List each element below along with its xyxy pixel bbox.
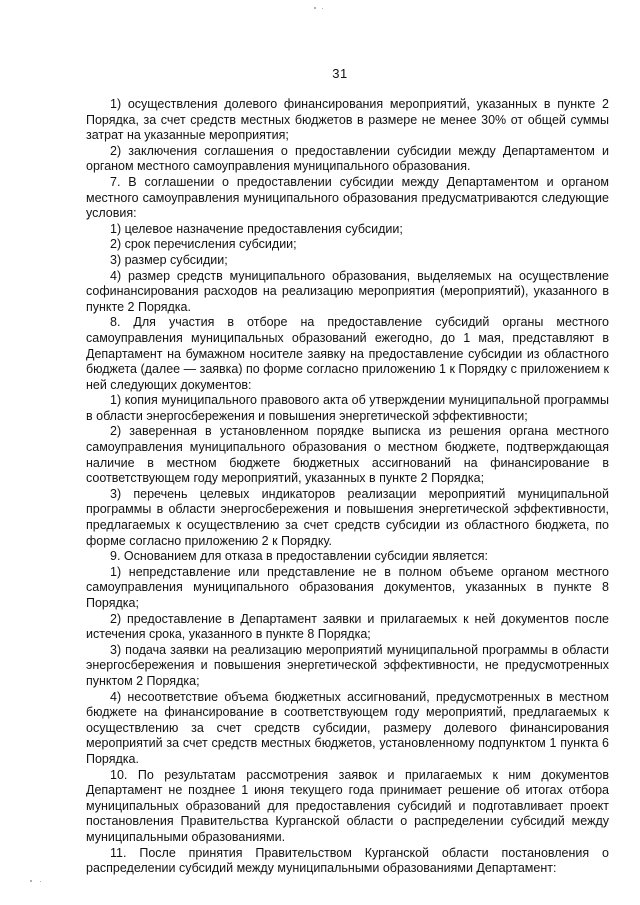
paragraph: 2) заверенная в установленном порядке выписка из решения органа местного самоуправления муниципального образования о местном бюджете, подтверждающая наличие в местном бюджете бюджетных ассигнований на финансирование в соответствующем году мероприятий, указанных в пункте 2 Порядка; [86, 424, 609, 486]
paragraph: 7. В соглашении о предоставлении субсидии между Департаментом и органом местного самоуправления муниципального образования предусматриваются следующие условия: [86, 174, 609, 221]
paragraph: 3) размер субсидии; [110, 252, 228, 267]
document-body [86, 97, 609, 877]
scan-speck [322, 8, 323, 9]
paragraph: 3) перечень целевых индикаторов реализации мероприятий муниципальной программы в области энергосбережения и повышения энергетической эффективности, предлагаемых к осуществлению за счет средств субсидии из областного бюджета, по форме согласно приложению 2 к Порядку. [86, 486, 609, 548]
paragraph: 4) размер средств муниципального образования, выделяемых на осуществление софинансирования расходов на реализацию мероприятия (мероприятий), указанного в пункте 2 Порядка. [86, 268, 609, 314]
paragraph: 4) несоответствие объема бюджетных ассигнований, предусмотренных в местном бюджете на финансирование в соответствующем году мероприятий, предлагаемых к осуществлению за счет средств субсидии, размеру долевого финансирования мероприятий за счет средств местных бюджетов, установленному подпунктом 1 пункта 6 Порядка. [86, 689, 609, 766]
paragraph: 2) предоставление в Департамент заявки и прилагаемых к ней документов после истечения срока, указанного в пункте 8 Порядка; [86, 611, 609, 642]
scan-speck [314, 7, 316, 9]
paragraph: 11. После принятия Правительством Курганской области постановления о распределении субсидий между муниципальными образованиями Департамент: [86, 845, 609, 876]
scan-speck [30, 880, 32, 882]
paragraph: 9. Основанием для отказа в предоставлении субсидии является: [110, 549, 488, 564]
paragraph: 2) заключения соглашения о предоставлении субсидии между Департаментом и органом местного самоуправления муниципального образования. [86, 143, 609, 174]
paragraph: 1) непредставление или представление не в полном объеме органом местного самоуправления муниципального образования документов, указанных в пункте 8 Порядка; [86, 564, 609, 610]
scan-speck [40, 881, 41, 882]
paragraph: 2) срок перечисления субсидии; [110, 237, 297, 252]
paragraph: 3) подача заявки на реализацию мероприятий муниципальной программы в области энергосбережения и повышения энергетической эффективности, не предусмотренных пунктом 2 Порядка; [86, 642, 609, 688]
paragraph: 1) осуществления долевого финансирования мероприятий, указанных в пункте 2 Порядка, за счет средств местных бюджетов в размере не менее 30% от общей суммы затрат на указанные мероприятия; [86, 97, 609, 143]
paragraph: 1) целевое назначение предоставления субсидии; [110, 221, 403, 236]
paragraph: 10. По результатам рассмотрения заявок и прилагаемых к ним документов Департамент не позднее 1 июня текущего года принимает решение об итогах отбора муниципальных образований для предоставления субсидий и подготавливает проект постановления Правительства Курганской области о распределении субсидий между муниципальными образованиями. [86, 767, 609, 844]
paragraph: 1) копия муниципального правового акта об утверждении муниципальной программы в области энергосбережения и повышения энергетической эффективности; [86, 393, 609, 423]
page-number: 31 [332, 66, 348, 81]
paragraph: 8. Для участия в отборе на предоставление субсидий органы местного самоуправления муниципальных образований ежегодно, до 1 мая, представляют в Департамент на бумажном носителе заявку на предоставление субсидии из областного бюджета (далее — заявка) по форме согласно приложению 1 к Порядку с приложением к ней следующих документов: [86, 315, 609, 392]
